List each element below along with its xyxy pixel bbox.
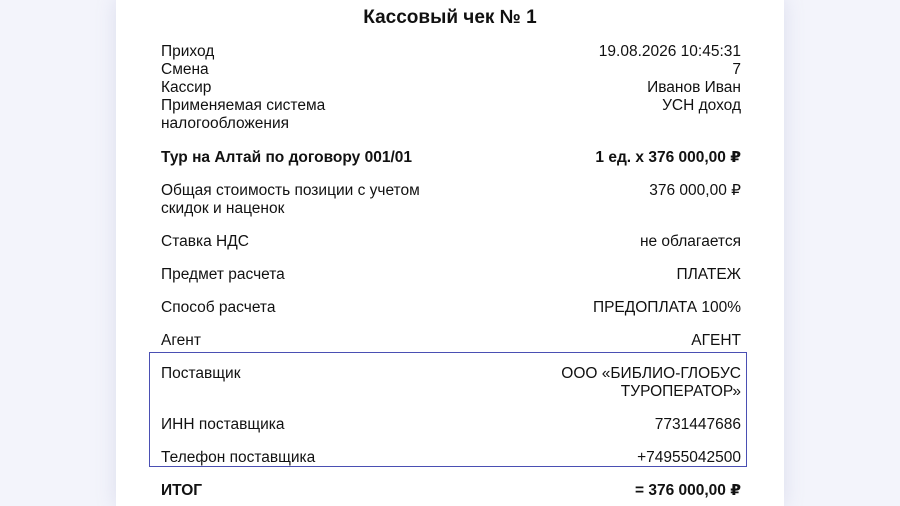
subject-value: ПЛАТЕЖ	[676, 266, 741, 283]
item-name: Тур на Алтай по договору 001/01	[161, 149, 412, 166]
receipt-row-subject	[161, 266, 741, 284]
receipt-row-supplier-phone	[161, 449, 741, 467]
operation-label: Приход	[161, 43, 215, 60]
operation-datetime: 19.08.2026 10:45:31	[598, 43, 741, 60]
supplier-phone-value: +74955042500	[637, 449, 741, 466]
payment-method-value: ПРЕДОПЛАТА 100%	[592, 299, 741, 316]
receipt-row-tax-system	[161, 97, 741, 133]
supplier-value: ООО «БИБЛИО-ГЛОБУС ТУРОПЕРАТОР»	[561, 365, 741, 400]
supplier-inn-label: ИНН поставщика	[161, 416, 285, 433]
tax-system-value: УСН доход	[662, 97, 741, 114]
supplier-inn-value: 7731447686	[654, 416, 741, 433]
receipt-paper	[116, 0, 784, 506]
receipt-total-row	[161, 482, 741, 500]
vat-label: Ставка НДС	[161, 233, 249, 250]
cashier-label: Кассир	[161, 79, 212, 96]
position-cost-label: Общая стоимость позиции с учетом скидок и наценок	[161, 182, 420, 217]
subject-label: Предмет расчета	[161, 266, 285, 283]
shift-label: Смена	[161, 61, 209, 78]
item-quantity-price: 1 ед. x 376 000,00 ₽	[595, 149, 741, 166]
receipt-row-supplier	[161, 365, 741, 401]
receipt-row-shift	[161, 61, 741, 79]
receipt-row-vat	[161, 233, 741, 251]
payment-method-label: Способ расчета	[161, 299, 276, 316]
receipt-title: Кассовый чек № 1	[363, 7, 537, 28]
total-value: = 376 000,00 ₽	[634, 482, 741, 499]
position-cost-value: 376 000,00 ₽	[649, 182, 741, 199]
receipt-item-row	[161, 149, 741, 167]
shift-value: 7	[732, 61, 741, 78]
supplier-phone-label: Телефон поставщика	[161, 449, 316, 466]
vat-value: не облагается	[639, 233, 741, 250]
receipt-row-supplier-inn	[161, 416, 741, 434]
agent-value: АГЕНТ	[691, 332, 741, 349]
receipt-row-operation	[161, 43, 741, 61]
cashier-value: Иванов Иван	[647, 79, 741, 96]
receipt-row-position-cost	[161, 182, 741, 218]
total-label: ИТОГ	[161, 482, 203, 499]
supplier-label: Поставщик	[161, 365, 241, 382]
receipt-row-agent	[161, 332, 741, 350]
agent-label: Агент	[161, 332, 201, 349]
receipt-row-payment-method	[161, 299, 741, 317]
tax-system-label: Применяемая система налогообложения	[161, 97, 326, 132]
receipt-row-cashier	[161, 79, 741, 97]
